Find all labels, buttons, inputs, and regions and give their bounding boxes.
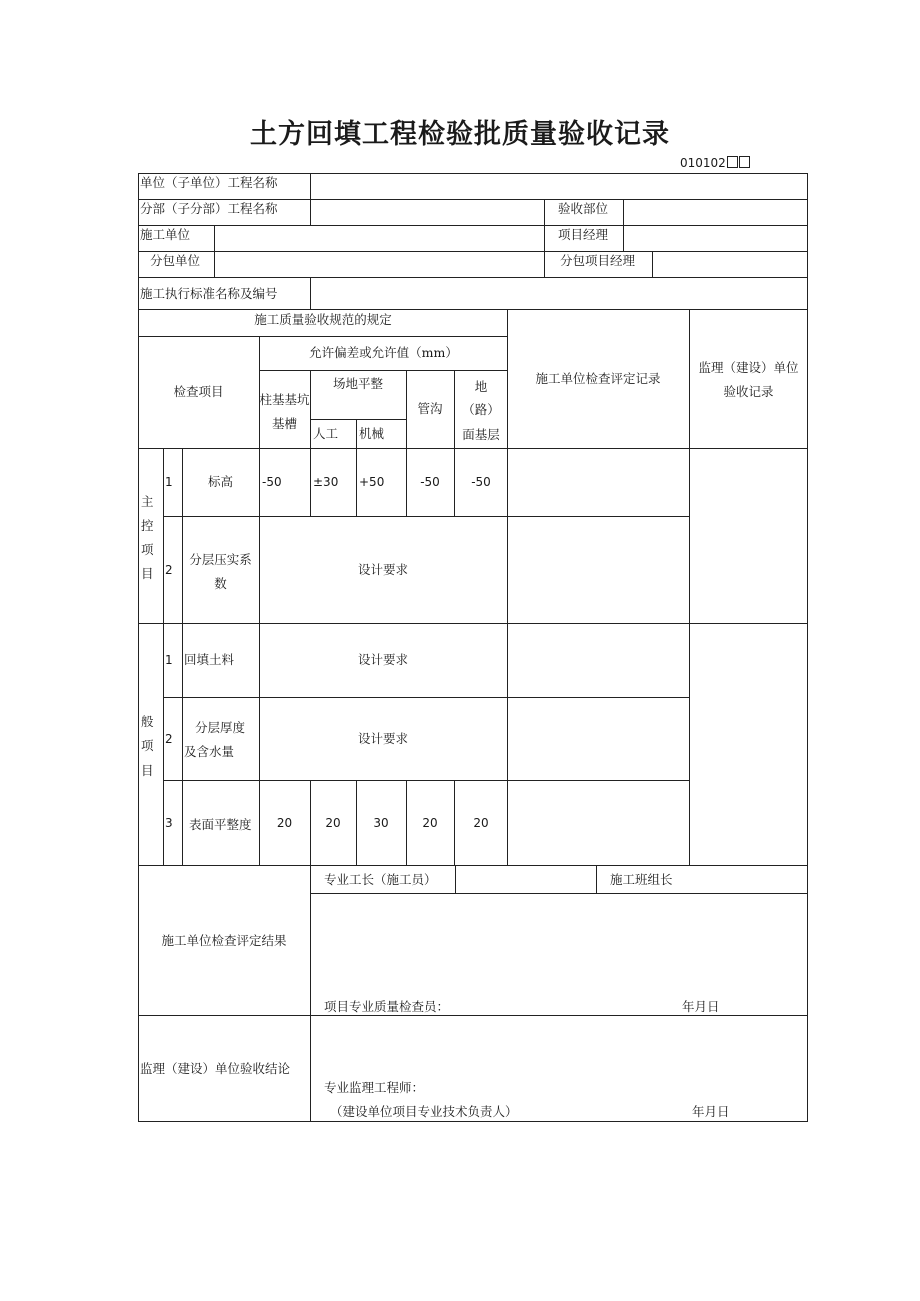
item-no: 1 <box>165 475 173 489</box>
design-requirement: 设计要求 <box>357 562 408 577</box>
unit-name-label: 单位（子单位）工程名称 <box>140 175 278 190</box>
design-requirement: 设计要求 <box>357 731 408 746</box>
value-cell: -50 <box>471 475 491 489</box>
design-requirement: 设计要求 <box>357 652 408 667</box>
general-char: 项 <box>141 738 154 753</box>
main-control-char: 项 <box>141 542 154 557</box>
item-no: 2 <box>165 732 173 746</box>
item-name: 表面平整度 <box>189 817 252 832</box>
supervisor-record-2: 验收记录 <box>723 384 774 399</box>
main-control-char: 目 <box>141 566 154 581</box>
value-cell: 20 <box>276 816 293 830</box>
item-name-line2: 数 <box>214 576 227 591</box>
item-no: 1 <box>165 653 173 667</box>
item-no: 2 <box>165 563 173 577</box>
col-manual: 人工 <box>313 426 339 441</box>
contractor-result-label: 施工单位检查评定结果 <box>161 933 287 948</box>
subcontractor-label: 分包单位 <box>150 253 201 268</box>
provision-header: 施工质量验收规范的规定 <box>254 312 392 327</box>
item-name-line1: 分层厚度 <box>195 720 246 735</box>
tolerance-header: 允许偏差或允许值（mm） <box>309 345 458 360</box>
contractor-record-header: 施工单位检查评定记录 <box>535 371 661 386</box>
item-name-line1: 分层压实系 <box>189 552 252 567</box>
value-cell: -50 <box>262 475 282 489</box>
date-label: 年月日 <box>682 999 720 1014</box>
sub-manager-label: 分包项目经理 <box>560 253 636 268</box>
supervisor-record-1: 监理（建设）单位 <box>698 360 799 375</box>
general-char: 目 <box>141 763 154 778</box>
item-no: 3 <box>165 816 173 830</box>
page-title: 土方回填工程检验批质量验收记录 <box>250 119 670 150</box>
main-control-char: 主 <box>141 494 154 509</box>
value-cell: +50 <box>359 475 385 489</box>
contractor-label: 施工单位 <box>140 227 191 242</box>
item-name-line2: 及含水量 <box>184 744 235 759</box>
supervisor-engineer-label: 专业监理工程师： <box>324 1080 425 1095</box>
subunit-name-label: 分部（子分部）工程名称 <box>140 201 278 216</box>
value-cell: ±30 <box>313 475 339 489</box>
team-leader-label: 施工班组长 <box>610 872 673 887</box>
col-pit: 柱基基坑基槽 <box>259 392 310 431</box>
value-cell: 30 <box>373 816 389 830</box>
quality-inspector-label: 项目专业质量检查员： <box>324 999 450 1014</box>
item-name: 回填土料 <box>184 652 235 667</box>
value-cell: 20 <box>422 816 438 830</box>
supervisor-conclusion-label: 监理（建设）单位验收结论 <box>140 1061 291 1076</box>
col-pipe: 管沟 <box>417 401 443 416</box>
col-site: 场地平整 <box>332 376 383 391</box>
col-road-1: 地 <box>474 379 488 394</box>
value-cell: -50 <box>420 475 440 489</box>
foreman-label: 专业工长（施工员） <box>324 872 437 887</box>
item-name: 标高 <box>207 474 233 489</box>
owner-tech-label: （建设单位项目专业技术负责人） <box>330 1104 518 1119</box>
col-road-2: （路） <box>462 402 500 417</box>
accept-part-label: 验收部位 <box>558 201 609 216</box>
main-control-char: 控 <box>141 518 154 533</box>
value-cell: 20 <box>325 816 341 830</box>
standard-label: 施工执行标准名称及编号 <box>140 286 278 301</box>
col-machine: 机械 <box>359 426 385 441</box>
project-manager-label: 项目经理 <box>558 227 609 242</box>
col-road-3: 面基层 <box>462 427 500 442</box>
value-cell: 20 <box>473 816 489 830</box>
date-label: 年月日 <box>692 1104 730 1119</box>
general-char: 般 <box>141 714 154 729</box>
check-item-header: 检查项目 <box>173 384 224 399</box>
form-code-text: 010102 <box>680 156 726 170</box>
